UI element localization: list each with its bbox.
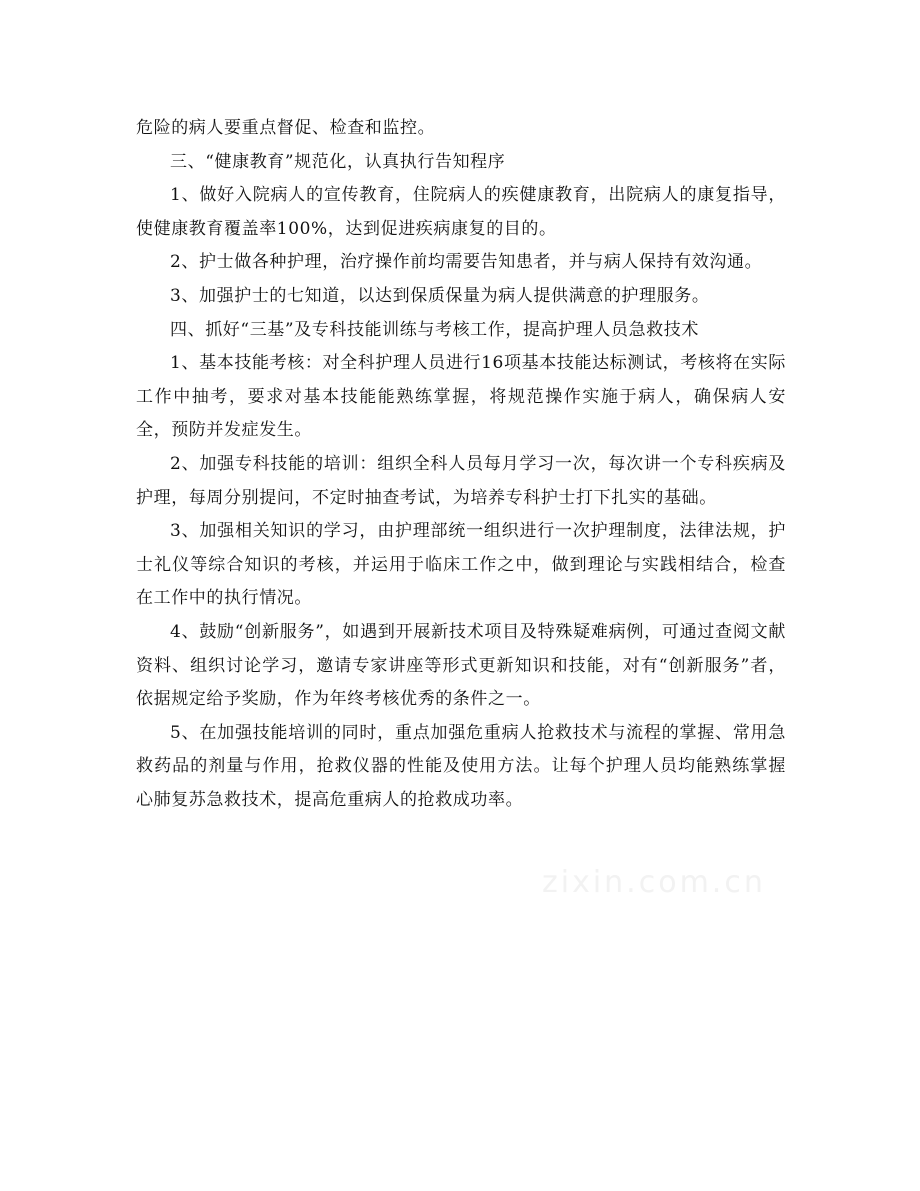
section-heading-health-education: 三、“健康教育”规范化，认真执行告知程序 (170, 151, 506, 172)
paragraph-item: 3、加强相关知识的学习，由护理部统一组织进行一次护理制度，法律法规，护士礼仪等综合知识的考核，并运用于临床工作之中，做到理论与实践相结合，检查在工作中的执行情况。 (136, 521, 786, 609)
paragraph-continuation: 危险的病人要重点督促、检查和监控。 (136, 118, 436, 138)
paragraph-item: 1、做好入院病人的宣传教育，住院病人的疾健康教育，出院病人的康复指导，使健康教育覆盖率100%，达到促进疾病康复的目的。 (136, 185, 786, 239)
document-body (136, 112, 786, 817)
section-heading-three-basics: 四、抓好“三基”及专科技能训练与考核工作，提高护理人员急救技术 (170, 319, 699, 340)
paragraph-item: 5、在加强技能培训的同时，重点加强危重病人抢救技术与流程的掌握、常用急救药品的剂量与作用，抢救仪器的性能及使用方法。让每个护理人员均能熟练掌握心肺复苏急救技术，提高危重病人的抢救成功率。 (136, 722, 786, 810)
watermark: zixin.com.cn (542, 865, 766, 900)
paragraph-item: 4、鼓励“创新服务”，如遇到开展新技术项目及特殊疑难病例，可通过查阅文献资料、组织讨论学习，邀请专家讲座等形式更新知识和技能，对有“创新服务”者，依据规定给予奖励，作为年终考核优秀的条件之一。 (136, 621, 786, 710)
paragraph-item: 1、基本技能考核：对全科护理人员进行16项基本技能达标测试，考核将在实际工作中抽考，要求对基本技能能熟练掌握，将规范操作实施于病人，确保病人安全，预防并发症发生。 (136, 353, 786, 441)
paragraph-item: 2、护士做各种护理，治疗操作前均需要告知患者，并与病人保持有效沟通。 (170, 252, 763, 273)
paragraph-item: 3、加强护士的七知道，以达到保质保量为病人提供满意的护理服务。 (170, 285, 710, 306)
paragraph-item: 2、加强专科技能的培训：组织全科人员每月学习一次，每次讲一个专科疾病及护理，每周分别提问，不定时抽查考试，为培养专科护士打下扎实的基础。 (136, 453, 786, 508)
